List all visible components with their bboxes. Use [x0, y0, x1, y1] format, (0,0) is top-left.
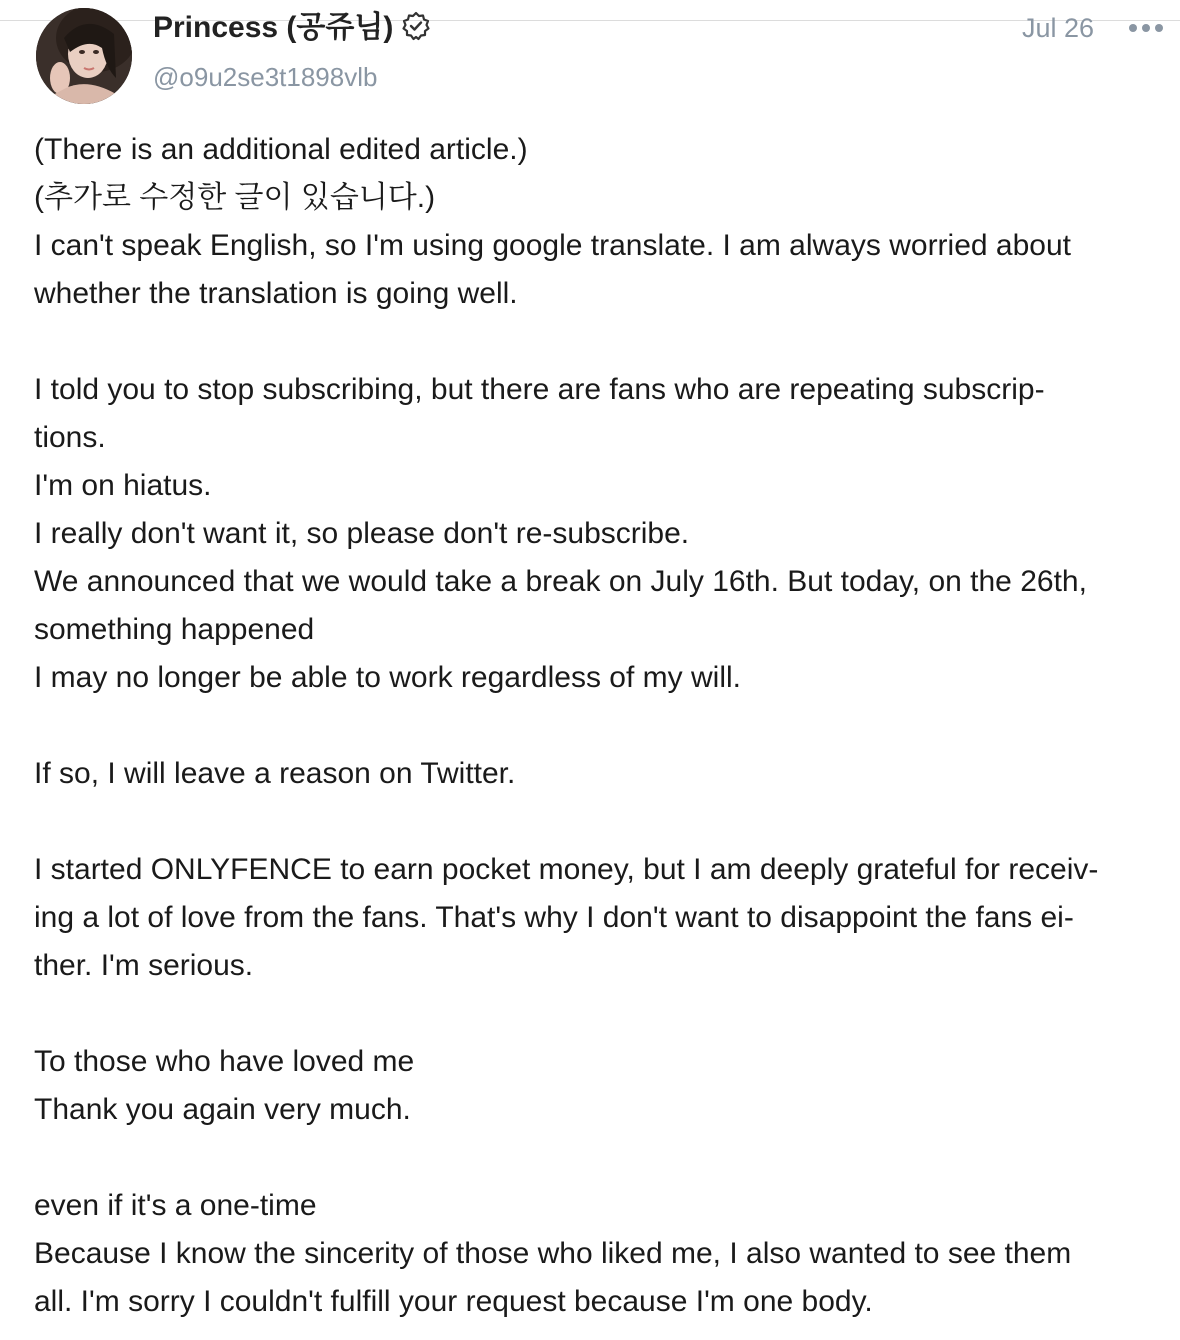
paragraph-gap	[34, 798, 1164, 846]
post-text-line: I may no longer be able to work regardless of my will.	[34, 661, 741, 694]
post-text-line: ing a lot of love from the fans. That's why I don't want to disappoint the fans ei-	[34, 901, 1074, 934]
paragraph-gap	[34, 318, 1164, 366]
post-text-line: I'm on hiatus.	[34, 469, 212, 502]
post-text-line: I told you to stop subscribing, but there are fans who are repeating subscrip-	[34, 373, 1045, 406]
post-text-line: I can't speak English, so I'm using google translate. I am always worried about	[34, 229, 1071, 262]
more-horizontal-icon	[1126, 16, 1166, 40]
post-text-line: tions.	[34, 421, 106, 454]
avatar-photo-icon	[36, 8, 132, 104]
post-text-line: (There is an additional edited article.)	[34, 133, 528, 166]
author-name[interactable]	[153, 8, 431, 48]
author-handle[interactable]: @o9u2se3t1898vlb	[153, 62, 378, 92]
post-text-line: Thank you again very much.	[34, 1093, 411, 1126]
post-text-line: something happened	[34, 613, 315, 646]
more-options-button[interactable]	[1126, 16, 1166, 40]
post-text-line: To those who have loved me	[34, 1045, 415, 1078]
verified-badge-icon	[401, 11, 431, 41]
author-name-text: Princess (공쥬님)	[153, 11, 394, 44]
post-text-line: ther. I'm serious.	[34, 949, 254, 982]
post-text-line: even if it's a one-time	[34, 1189, 317, 1222]
post-text-line: Because I know the sincerity of those who liked me, I also wanted to see them	[34, 1237, 1072, 1270]
post-text-line: If so, I will leave a reason on Twitter.	[34, 757, 516, 790]
paragraph-gap	[34, 1134, 1164, 1182]
post-date[interactable]: Jul 26	[1022, 13, 1095, 43]
post-text-line: I really don't want it, so please don't re-subscribe.	[34, 517, 690, 550]
post-text-line: (추가로 수정한 글이 있습니다.)	[34, 181, 436, 214]
post-text-line: We announced that we would take a break on July 16th. But today, on the 26th,	[34, 565, 1087, 598]
paragraph-gap	[34, 702, 1164, 750]
post-text-line: whether the translation is going well.	[34, 277, 518, 310]
paragraph-gap	[34, 990, 1164, 1038]
post-text-line: all. I'm sorry I couldn't fulfill your request because I'm one body.	[34, 1285, 873, 1318]
post-text	[34, 126, 1164, 1326]
post-text-line: I started ONLYFENCE to earn pocket money, but I am deeply grateful for receiv-	[34, 853, 1099, 886]
avatar[interactable]	[36, 8, 132, 104]
